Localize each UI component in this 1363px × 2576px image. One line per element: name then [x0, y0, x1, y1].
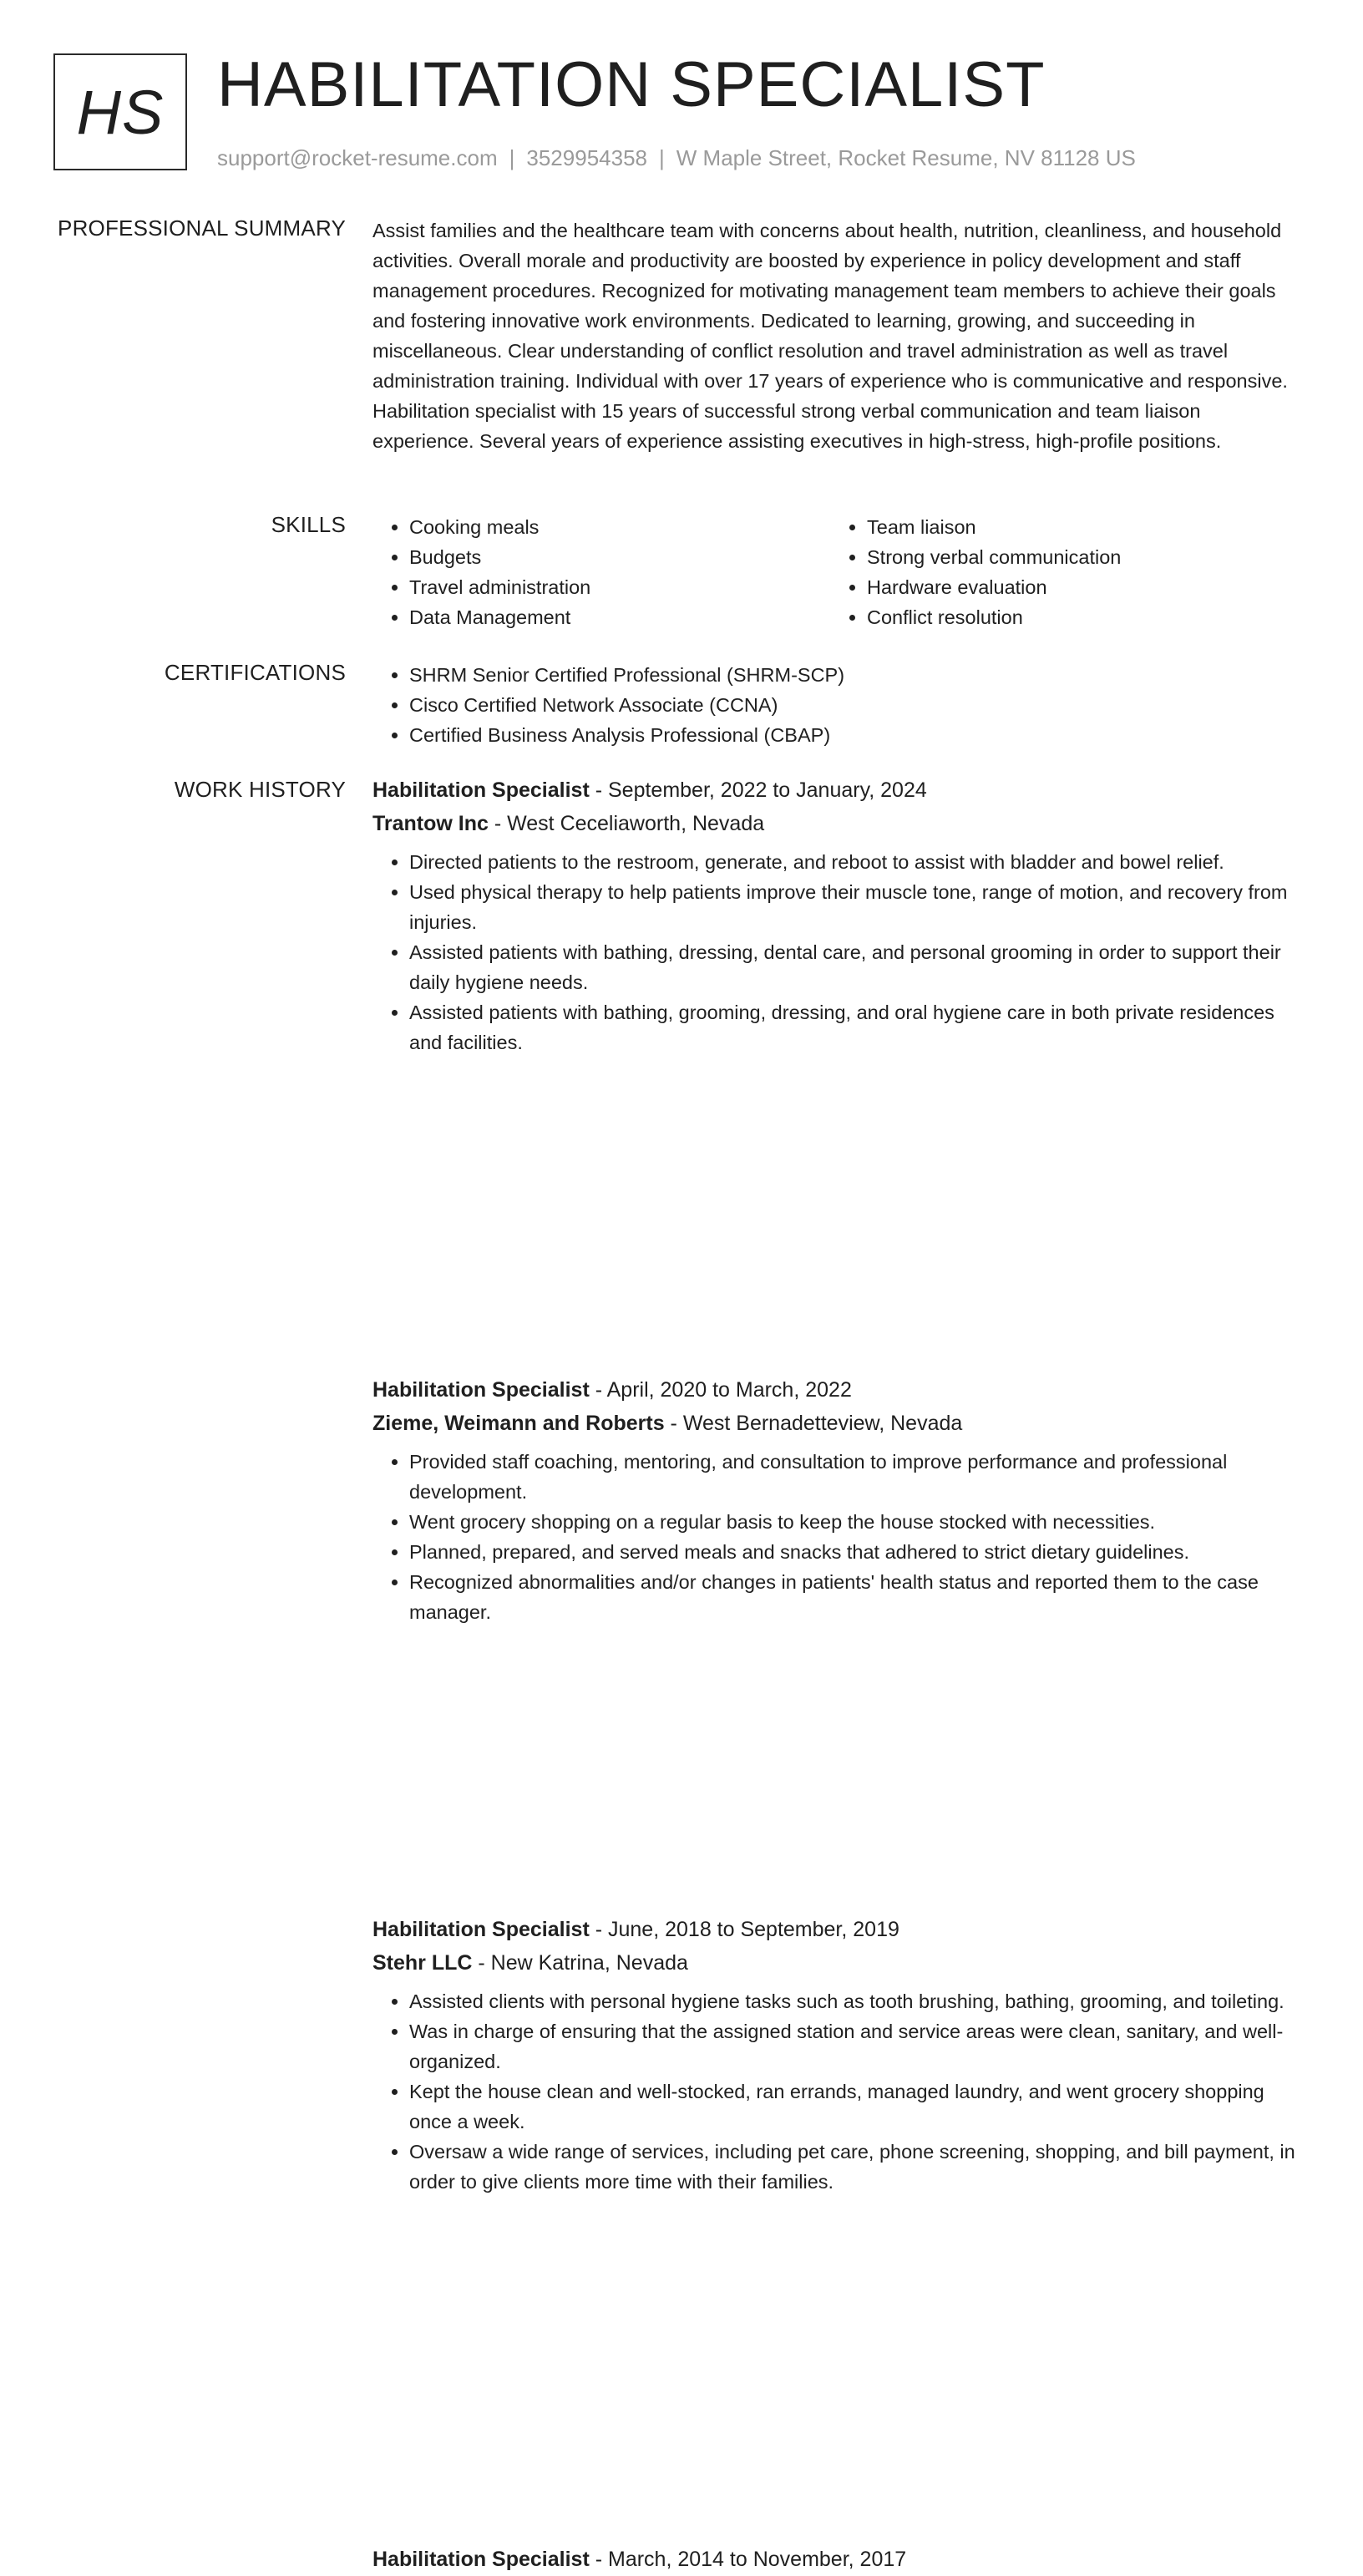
monogram-box — [53, 53, 187, 170]
skill-item: • Travel administration — [409, 572, 830, 602]
job-entry — [372, 1913, 1306, 2197]
skill-item: • Conflict resolution — [867, 602, 1288, 632]
job-duty: • Was in charge of ensuring that the assigned station and service areas were clean, sanitary, and well-organized. — [409, 2016, 1306, 2077]
work-history-section — [0, 777, 1363, 2571]
job-title: Habilitation Specialist — [372, 1378, 590, 1402]
job-entry — [372, 1373, 1306, 1627]
monogram-initials: HS — [76, 77, 165, 147]
skill-item: • Cooking meals — [409, 512, 830, 542]
job-dates: - March, 2014 to November, 2017 — [589, 2548, 907, 2571]
job-duties — [372, 847, 1306, 1057]
job-title: Habilitation Specialist — [372, 778, 590, 802]
certification-item: • Cisco Certified Network Associate (CCNA) — [409, 690, 1306, 720]
contact-separator: | — [659, 145, 665, 170]
job-company-line — [372, 1407, 1306, 1440]
job-duty: • Assisted patients with bathing, grooming, dressing, and oral hygiene care in both private residences and facilities. — [409, 997, 1306, 1057]
summary-heading: PROFESSIONAL SUMMARY — [58, 216, 346, 241]
contact-separator: | — [509, 145, 515, 170]
job-title-line — [372, 773, 1306, 807]
job-company-line — [372, 807, 1306, 840]
certification-item: • Certified Business Analysis Professional (CBAP) — [409, 720, 1306, 750]
skill-item: • Hardware evaluation — [867, 572, 1288, 602]
job-duty: • Went grocery shopping on a regular basis to keep the house stocked with necessities. — [409, 1507, 1306, 1537]
job-location: - New Katrina, Nevada — [472, 1951, 688, 1975]
work-history-heading: WORK HISTORY — [174, 777, 346, 802]
skill-item: • Team liaison — [867, 512, 1288, 542]
summary-text: Assist families and the healthcare team with concerns about health, nutrition, cleanliness, and household activities. Overall morale and productivity are boosted by experience in policy development and staff management procedures. Recognized for motivating management team members to achieve their goals and fostering innovative work environments. Dedicated to learning, growing, and succeeding in miscellaneous. Clear understanding of conflict resolution and travel administration as well as travel administration training. Individual with over 17 years of experience who is communicative and responsive. Habilitation specialist with 15 years of successful strong verbal communication and team liaison experience. Several years of experience assisting executives in high-stress, high-profile positions. — [372, 220, 1288, 452]
job-duty: • Kept the house clean and well-stocked, ran errands, managed laundry, and went grocery shopping once a week. — [409, 2077, 1306, 2137]
contact-address: W Maple Street, Rocket Resume, NV 81128 US — [676, 145, 1136, 170]
job-duty: • Assisted clients with personal hygiene tasks such as tooth brushing, bathing, grooming, and toileting. — [409, 1986, 1306, 2016]
job-entry — [372, 2543, 1306, 2576]
contact-line — [217, 145, 1136, 171]
skills-grid — [372, 512, 1306, 632]
job-duty: • Planned, prepared, and served meals and snacks that adhered to strict dietary guidelines. — [409, 1537, 1306, 1567]
contact-email[interactable]: support@rocket-resume.com — [217, 145, 498, 170]
job-location: - West Ceceliaworth, Nevada — [488, 812, 765, 835]
job-duties — [372, 1447, 1306, 1627]
job-dates: - June, 2018 to September, 2019 — [589, 1918, 899, 1941]
job-duty: • Directed patients to the restroom, generate, and reboot to assist with bladder and bowel relief. — [409, 847, 1306, 877]
job-duties — [372, 1986, 1306, 2197]
skills-heading: SKILLS — [271, 512, 346, 537]
contact-phone[interactable]: 3529954358 — [526, 145, 647, 170]
job-duty: • Assisted patients with bathing, dressing, dental care, and personal grooming in order to support their daily hygiene needs. — [409, 937, 1306, 997]
skills-list-right — [830, 512, 1288, 632]
job-title: Habilitation Specialist — [372, 2548, 590, 2571]
job-dates: - April, 2020 to March, 2022 — [589, 1378, 852, 1402]
job-duty: • Provided staff coaching, mentoring, and consultation to improve performance and professional development. — [409, 1447, 1306, 1507]
job-title-line — [372, 1373, 1306, 1407]
certification-item: • SHRM Senior Certified Professional (SHRM-SCP) — [409, 660, 1306, 690]
job-title-line — [372, 1913, 1306, 1946]
job-company: Trantow Inc — [372, 812, 489, 835]
job-title: Habilitation Specialist — [372, 1918, 590, 1941]
resume-header — [53, 49, 1306, 179]
resume-title: HABILITATION SPECIALIST — [217, 49, 1046, 120]
job-duty: • Used physical therapy to help patients improve their muscle tone, range of motion, and recovery from injuries. — [409, 877, 1306, 937]
job-duty: • Recognized abnormalities and/or changes in patients' health status and reported them to the case manager. — [409, 1567, 1306, 1627]
job-company-line — [372, 1946, 1306, 1980]
skills-list-left — [372, 512, 830, 632]
summary-body — [372, 216, 1306, 456]
skills-body — [372, 512, 1306, 632]
skill-item: • Strong verbal communication — [867, 542, 1288, 572]
job-duty: • Oversaw a wide range of services, including pet care, phone screening, shopping, and bill payment, in order to give clients more time with their families. — [409, 2137, 1306, 2197]
job-location: - West Bernadetteview, Nevada — [664, 1412, 963, 1435]
skill-item: • Data Management — [409, 602, 830, 632]
job-company: Zieme, Weimann and Roberts — [372, 1412, 665, 1435]
job-company: Stehr LLC — [372, 1951, 473, 1975]
skill-item: • Budgets — [409, 542, 830, 572]
certifications-heading: CERTIFICATIONS — [164, 660, 346, 685]
certifications-body — [372, 660, 1306, 750]
job-entry — [372, 773, 1306, 1057]
job-dates: - September, 2022 to January, 2024 — [589, 778, 927, 802]
certifications-list — [372, 660, 1306, 750]
job-title-line — [372, 2543, 1306, 2576]
